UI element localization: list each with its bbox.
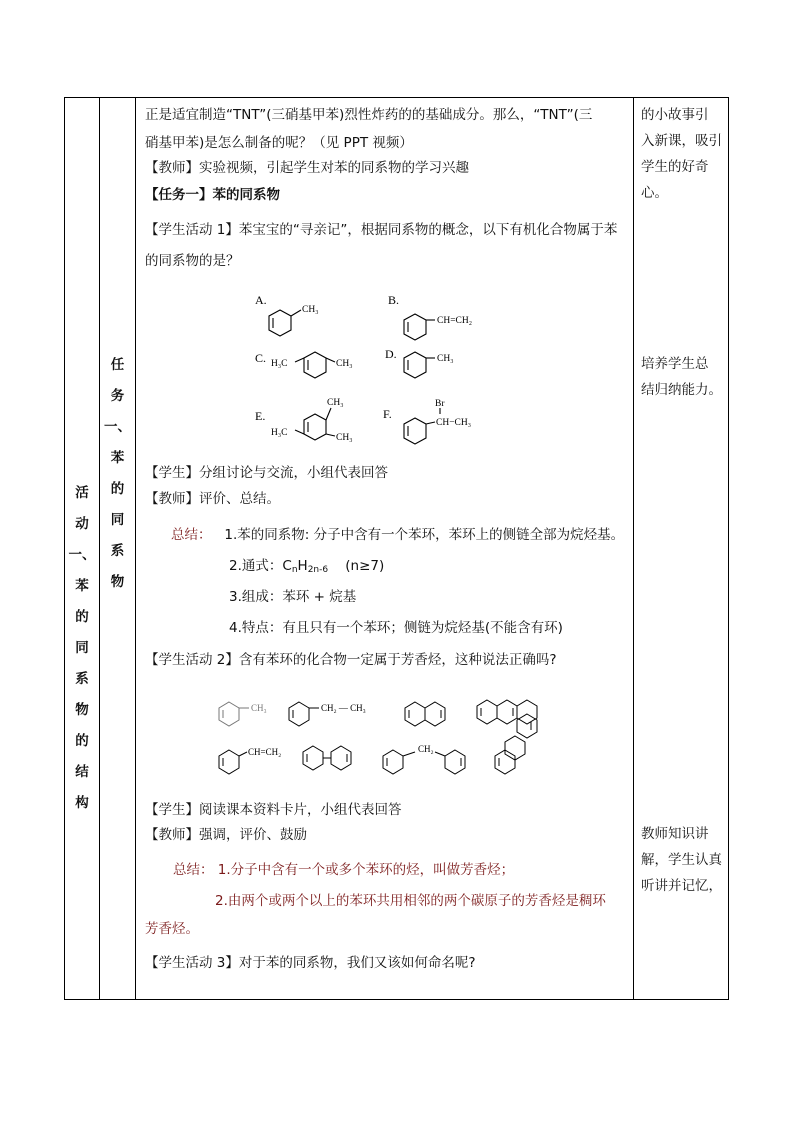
intro-line-2: 硝基甲苯)是怎么制备的呢？（见 PPT 视频）: [145, 135, 413, 151]
intro-line-1: 正是适宜制造“TNT”(三硝基甲苯)烈性炸药的的基础成分。那么，“TNT”(三: [145, 107, 593, 123]
mol-1-sub: CH₃: [251, 703, 267, 713]
structures-figure-1: [255, 290, 505, 450]
sub-b: CH=CH₂: [437, 316, 473, 326]
student-activity-3: 【学生活动 3】对于苯的同系物，我们又该如何命名呢?: [145, 955, 476, 971]
summary-1-point-4: 4.特点：有且只有一个苯环；侧链为烷烃基(不能含有环): [229, 620, 563, 636]
label-c: C.: [255, 351, 267, 365]
label-b: B.: [388, 293, 400, 307]
note-intro: 的小故事引 入新课，吸引 学生的好奇 心。: [641, 107, 722, 201]
summary-2-point-1: 总结： 1.分子中含有一个或多个苯环的烃，叫做芳香烃；: [173, 862, 515, 878]
label-d: D.: [385, 347, 397, 361]
note-teaching: 教师知识讲 解，学生认真 听讲并记忆，: [641, 826, 722, 894]
sub-a: CH₃: [302, 305, 319, 315]
column-divider: [135, 98, 136, 999]
lesson-table: [64, 97, 729, 1000]
note-summary: 培养学生总 结归纳能力。: [641, 356, 722, 398]
activity-title: 活 动 一、 苯 的 同 系 物 的 结 构: [68, 485, 96, 811]
teacher-encourage-line: 【教师】强调，评价、鼓励: [145, 827, 307, 843]
label-f: F.: [383, 407, 392, 421]
sub-e-top: CH₃: [327, 398, 344, 408]
sub-e-left: H₃C: [271, 428, 288, 438]
label-a: A.: [255, 293, 267, 307]
label-e: E.: [255, 409, 266, 423]
sub-f-br: Br: [435, 399, 445, 409]
structures-figure-2: [215, 694, 555, 780]
summary-2-point-2: 2.由两个或两个以上的苯环共用相邻的两个碳原子的芳香烃是稠环: [215, 893, 606, 909]
mol-3-sub: CH=CH₂: [248, 747, 282, 757]
student-reply-2: 【学生】阅读课本资料卡片，小组代表回答: [145, 802, 402, 818]
teacher-line: 【教师】实验视频，引起学生对苯的同系物的学习兴趣: [145, 160, 469, 176]
student-activity-1: 【学生活动 1】苯宝宝的“寻亲记”，根据同系物的概念，以下有机化合物属于苯: [145, 222, 618, 238]
summary-1-point-2: 2.通式：$C_nH_{2n-6}$ (n≥7): [229, 558, 385, 575]
summary-1-point-3: 3.组成：苯环 + 烷基: [229, 589, 357, 605]
student-activity-1-cont: 的同系物的是？: [145, 253, 240, 269]
sub-d: CH₃: [437, 354, 454, 364]
summary-2-point-3: 芳香烃。: [145, 921, 199, 937]
task-heading: 【任务一】苯的同系物: [145, 187, 280, 203]
column-divider: [633, 98, 634, 999]
sub-c-right: CH₃: [336, 359, 353, 369]
mol-2-sub: CH₂ — CH₃: [321, 703, 366, 713]
sub-f-chain: CH−CH₃: [436, 418, 472, 428]
summary-label: 总结：: [171, 527, 212, 543]
teacher-summary-line: 【教师】评价、总结。: [145, 491, 280, 507]
mol-4-sub: CH₂: [418, 744, 434, 754]
sub-e-right: CH₃: [336, 433, 353, 443]
student-reply-1: 【学生】分组讨论与交流，小组代表回答: [145, 465, 388, 481]
summary-1-point-1: 总结： 1.苯的同系物: 分子中含有一个苯环，苯环上的侧链全部为烷烃基。: [171, 527, 625, 543]
task-title: 任 务 一、 苯 的 同 系 物: [104, 357, 131, 590]
student-activity-2: 【学生活动 2】含有苯环的化合物一定属于芳香烃，这种说法正确吗?: [145, 652, 557, 668]
sub-c-left: H₃C: [271, 359, 288, 369]
